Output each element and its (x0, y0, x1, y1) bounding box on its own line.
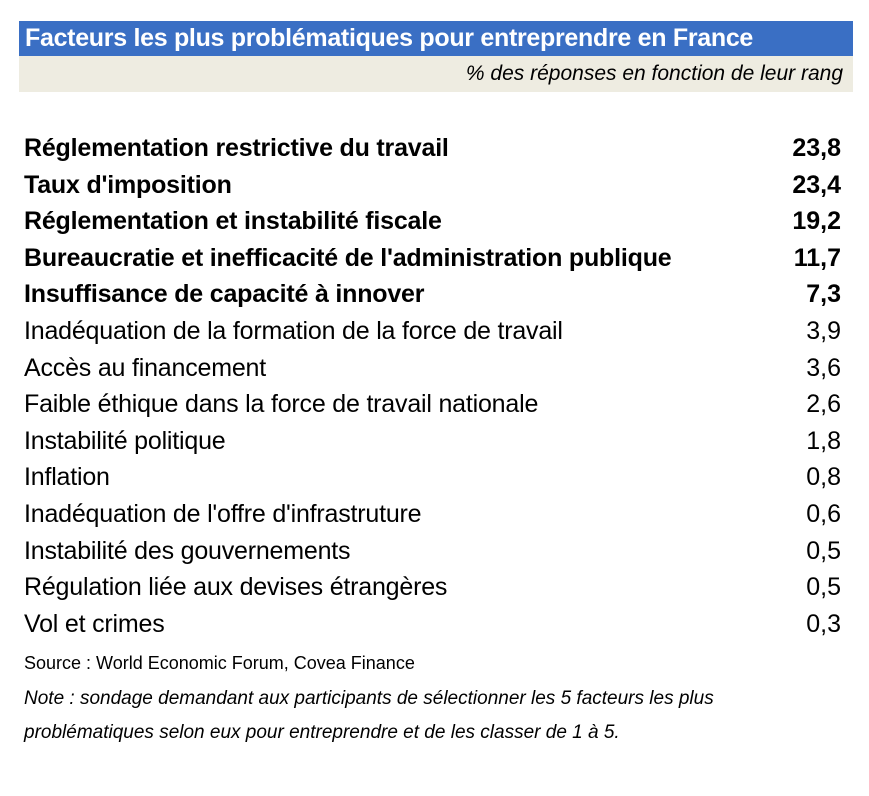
table-row (24, 496, 854, 533)
data-table (24, 130, 854, 642)
row-label: Insuffisance de capacité à innover (24, 280, 425, 309)
row-value: 23,4 (792, 170, 841, 199)
row-value: 1,8 (806, 426, 841, 455)
table-row (24, 313, 854, 350)
row-label: Faible éthique dans la force de travail nationale (24, 390, 539, 419)
row-label: Instabilité des gouvernements (24, 536, 351, 565)
row-value: 19,2 (792, 207, 841, 236)
row-label: Régulation liée aux devises étrangères (24, 573, 448, 602)
table-row (24, 276, 854, 313)
row-value: 7,3 (806, 280, 841, 309)
row-value: 0,8 (806, 463, 841, 492)
row-label: Réglementation restrictive du travail (24, 134, 449, 162)
row-label: Taux d'imposition (24, 170, 232, 199)
table-row (24, 167, 854, 204)
row-value: 0,5 (806, 536, 841, 565)
table-row (24, 423, 854, 460)
table-row (24, 240, 854, 277)
table-row (24, 569, 854, 606)
row-value: 0,3 (806, 609, 841, 638)
row-value: 3,9 (806, 316, 841, 345)
row-label: Inadéquation de la formation de la force de travail (24, 316, 563, 345)
row-label: Réglementation et instabilité fiscale (24, 207, 442, 236)
table-row (24, 606, 854, 643)
table-row (24, 203, 854, 240)
row-value: 0,6 (806, 499, 841, 528)
table-row (24, 459, 854, 496)
row-label: Inadéquation de l'offre d'infrastruture (24, 499, 422, 528)
row-value: 3,6 (806, 353, 841, 382)
row-value: 0,5 (806, 573, 841, 602)
chart-title: Facteurs les plus problématiques pour entreprendre en France (19, 21, 853, 56)
row-value: 2,6 (806, 390, 841, 419)
row-label: Inflation (24, 463, 110, 492)
row-label: Vol et crimes (24, 609, 165, 638)
table-row (24, 350, 854, 387)
table-row (24, 130, 854, 167)
source-note: Source : World Economic Forum, Covea Finance (24, 653, 415, 673)
row-label: Bureaucratie et inefficacité de l'administration publique (24, 243, 672, 272)
table-row (24, 533, 854, 570)
table-row (24, 386, 854, 423)
row-value: 11,7 (793, 243, 841, 272)
row-value: 23,8 (792, 134, 841, 162)
row-label: Instabilité politique (24, 426, 226, 455)
footnote: Note : sondage demandant aux participants de sélectionner les 5 facteurs les plus problématiques selon eux pour entreprendre et de les classer de 1 à 5. (24, 688, 714, 743)
row-label: Accès au financement (24, 353, 266, 382)
chart-subtitle: % des réponses en fonction de leur rang (19, 56, 853, 92)
